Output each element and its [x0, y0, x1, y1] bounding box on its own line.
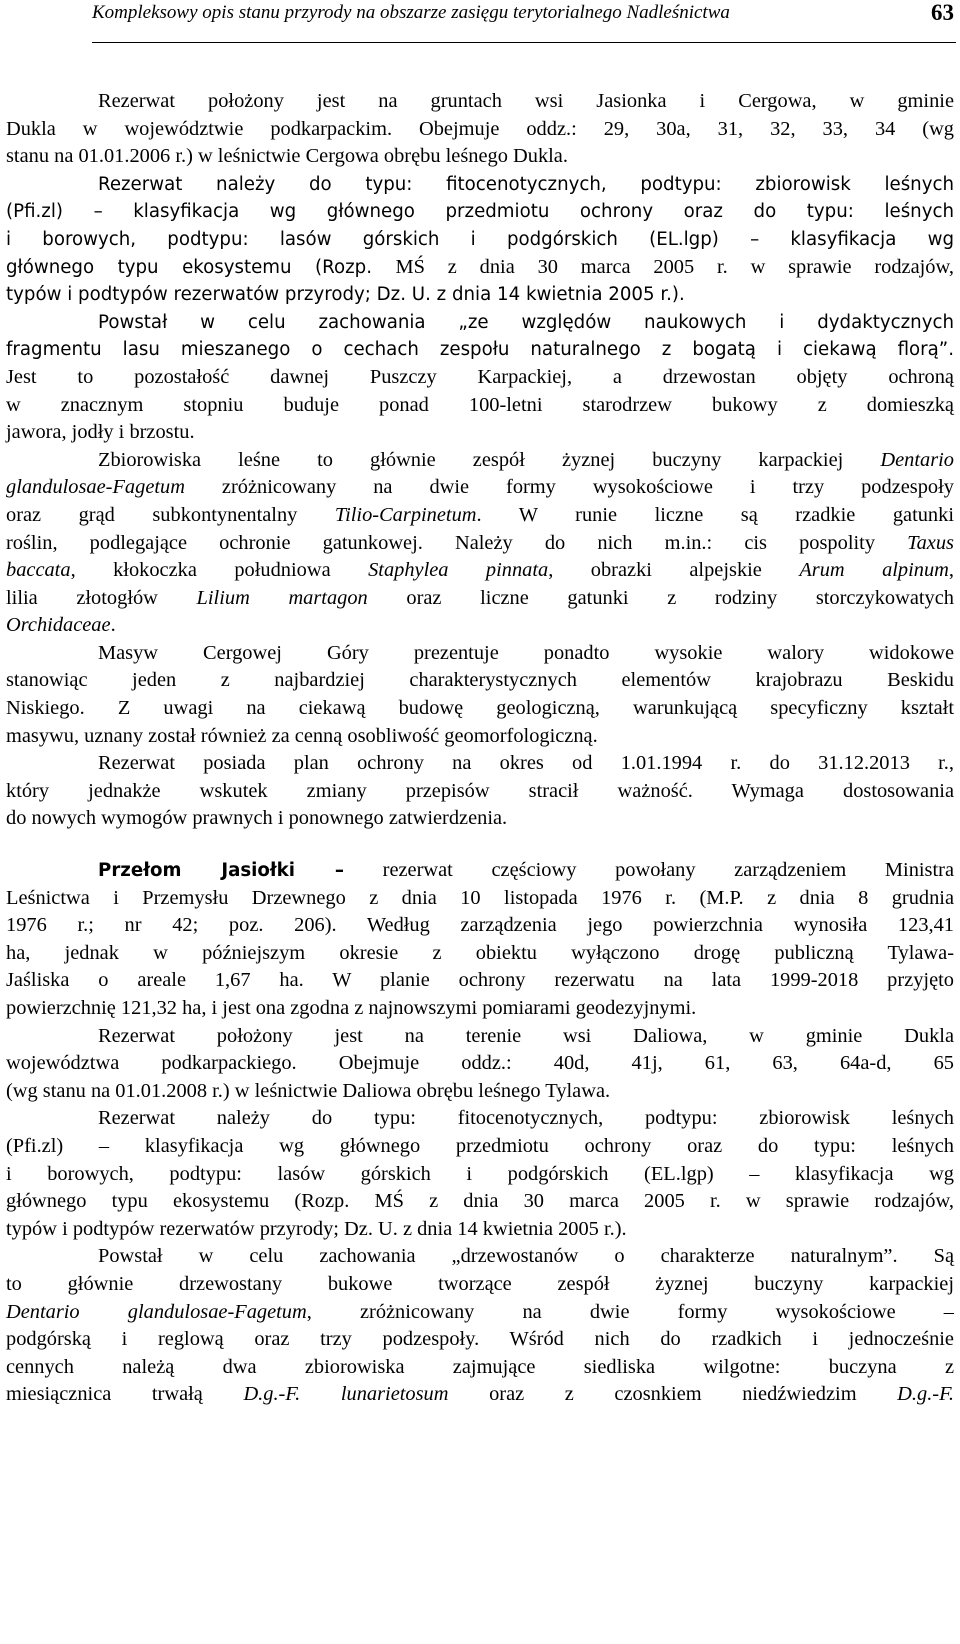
text-line	[6, 1299, 954, 1327]
text-line	[6, 116, 954, 144]
text-line	[6, 857, 954, 885]
text-line	[6, 1078, 954, 1106]
text-run: podgórską i reglową oraz trzy podzespoły. Wśród nich do rzadkich i jednocześnie	[6, 1328, 954, 1351]
text-run: MŚ z dnia 30 marca 2005 r. w sprawie rodzajów,	[395, 255, 954, 278]
text-line	[6, 254, 954, 282]
text-run: Leśnictwa i Przemysłu Drzewnego z dnia 10 listopada 1976 r. (M.P. z dnia 8 grudnia	[6, 886, 954, 909]
text-run: oraz liczne gatunki z rodziny storczykowatych	[367, 586, 954, 609]
text-run: Jaśliska o areale 1,67 ha. W planie ochrony rezerwatu na lata 1999-2018 przyjęto	[6, 969, 954, 992]
text-run: ha, jednak w późniejszym okresie z obiektu wyłączono drogę publiczną Tylawa-	[6, 941, 954, 964]
italic-term: D.g.-F. lunarietosum	[243, 1383, 449, 1406]
text-line	[6, 1050, 954, 1078]
text-line	[6, 1326, 954, 1354]
text-line	[6, 885, 954, 913]
text-run: powierzchnię 121,32 ha, i jest ona zgodna z najnowszymi pomiarami geodezyjnymi.	[6, 997, 697, 1019]
header-title: Kompleksowy opis stanu przyrody na obszarze zasięgu terytorialnego Nadleśnictwa	[92, 2, 730, 23]
text-line	[6, 447, 954, 475]
text-line	[6, 1354, 954, 1382]
text-run: (Pfi.zl) – klasyfikacja wg głównego przedmiotu ochrony oraz do typu: leśnych	[6, 1134, 954, 1157]
text-run: Powstał w celu zachowania „ze względów naukowych i dydaktycznych	[98, 311, 954, 333]
italic-term: Orchidaceae	[6, 614, 111, 637]
text-line	[6, 281, 954, 309]
text-line	[6, 143, 954, 171]
text-line	[6, 309, 954, 337]
text-run: .	[110, 614, 116, 637]
text-line	[6, 557, 954, 585]
text-run: Jest to pozostałość dawnej Puszczy Karpackiej, a drzewostan objęty ochroną	[6, 365, 954, 388]
text-run: , kłokoczka południowa	[70, 559, 369, 582]
text-run: w znacznym stopniu buduje ponad 100-letni starodrzew bukowy z domieszką	[6, 393, 954, 416]
text-line	[6, 419, 954, 447]
text-run: (wg stanu na 01.01.2008 r.) w leśnictwie Daliowa obrębu leśnego Tylawa.	[6, 1079, 611, 1102]
italic-term: Dentario glandulosae-Fagetum	[6, 1300, 307, 1323]
text-line	[6, 995, 954, 1023]
text-run: Rezerwat położony jest na gruntach wsi Jasionka i Cergowa, w gminie	[98, 90, 954, 112]
italic-term: Taxus	[907, 531, 954, 554]
bold-term: Przełom Jasiołki –	[98, 860, 344, 882]
text-run: jawora, jodły i brzostu.	[6, 421, 195, 444]
text-line	[6, 750, 954, 778]
text-run: typów i podtypów rezerwatów przyrody; Dz. U. z dnia 14 kwietnia 2005 r.).	[6, 1217, 627, 1240]
text-run: województwa podkarpackiego. Obejmuje oddz.: 40d, 41j, 61, 63, 64a-d, 65	[6, 1052, 954, 1075]
text-line	[6, 612, 954, 640]
text-line	[6, 967, 954, 995]
text-line	[6, 502, 954, 530]
text-line	[6, 1023, 954, 1051]
text-line	[6, 392, 954, 420]
text-run: stanowiąc jeden z najbardziej charakterystycznych elementów krajobrazu Beskidu	[6, 669, 954, 692]
text-run: oraz grąd subkontynentalny	[6, 503, 335, 526]
text-line	[6, 198, 954, 226]
text-run: Powstał w celu zachowania „drzewostanów o charakterze naturalnym”. Są	[98, 1245, 954, 1268]
text-run: Zbiorowiska leśne to głównie zespół żyznej buczyny karpackiej	[98, 448, 881, 471]
text-run: Rezerwat położony jest na terenie wsi Daliowa, w gminie Dukla	[98, 1024, 954, 1047]
text-run: głównego typu ekosystemu (Rozp. MŚ z dnia 30 marca 2005 r. w sprawie rodzajów,	[6, 1190, 954, 1213]
text-line	[6, 778, 954, 806]
text-run: stanu na 01.01.2006 r.) w leśnictwie Cergowa obrębu leśnego Dukla.	[6, 145, 568, 168]
text-run: masywu, uznany został również za cenną osobliwość geomorfologiczną.	[6, 724, 598, 747]
text-run: Rezerwat posiada plan ochrony na okres od 1.01.1994 r. do 31.12.2013 r.,	[98, 752, 954, 775]
text-run: fragmentu lasu mieszanego o cechach zespołu naturalnego z bogatą i ciekawą florą”.	[6, 339, 954, 361]
text-line	[6, 226, 954, 254]
text-run: który jednakże wskutek zmiany przepisów stracił ważność. Wymaga dostosowania	[6, 779, 954, 802]
text-run: Masyw Cergowej Góry prezentuje ponadto wysokie walory widokowe	[98, 641, 954, 664]
text-run: Niskiego. Z uwagi na ciekawą budowę geologiczną, warunkującą specyficzny kształt	[6, 697, 954, 720]
text-run: to głównie drzewostany bukowe tworzące zespół żyznej buczyny karpackiej	[6, 1272, 954, 1295]
text-line	[6, 530, 954, 558]
text-line	[6, 1381, 954, 1409]
text-run: do nowych wymogów prawnych i ponownego zatwierdzenia.	[6, 807, 508, 830]
text-line	[6, 364, 954, 392]
text-run: głównego typu ekosystemu (Rozp.	[6, 256, 396, 278]
text-line	[6, 474, 954, 502]
text-run: miesiącznica trwałą	[6, 1383, 244, 1406]
text-run: typów i podtypów rezerwatów przyrody; Dz. U. z dnia 14 kwietnia 2005 r.).	[6, 284, 685, 306]
text-run: 1976 r.; nr 42; poz. 206). Według zarządzenia jego powierzchnia wynosiła 123,41	[6, 914, 954, 937]
italic-term: Lilium martagon	[196, 586, 368, 609]
text-line	[6, 695, 954, 723]
page-number: 63	[931, 0, 954, 25]
text-run: rezerwat częściowy powołany zarządzeniem Ministra	[344, 859, 954, 882]
text-line	[6, 88, 954, 116]
italic-term: glandulosae-Fagetum	[6, 476, 185, 499]
text-run: i borowych, podtypu: lasów górskich i podgórskich (EL.lgp) – klasyfikacja wg	[6, 228, 954, 250]
text-run: roślin, podlegające ochronie gatunkowej. Należy do nich m.in.: cis pospolity	[6, 531, 908, 554]
italic-term: D.g.-F.	[897, 1383, 955, 1406]
text-run: Dukla w województwie podkarpackim. Obejmuje oddz.: 29, 30a, 31, 32, 33, 34 (wg	[6, 117, 954, 140]
text-line	[6, 171, 954, 199]
text-line	[6, 723, 954, 751]
text-run: . W runie liczne są rzadkie gatunki	[476, 503, 954, 526]
text-line	[6, 1161, 954, 1189]
text-run: i borowych, podtypu: lasów górskich i podgórskich (EL.lgp) – klasyfikacja wg	[6, 1162, 954, 1185]
text-run: lilia złotogłów	[6, 586, 197, 609]
text-run: , zróżnicowany na dwie formy wysokościowe –	[306, 1300, 955, 1323]
text-line	[6, 1188, 954, 1216]
document-body	[6, 88, 954, 1409]
text-run: zróżnicowany na dwie formy wysokościowe i trzy podzespoły	[184, 476, 954, 499]
text-line	[6, 805, 954, 833]
text-line	[6, 1216, 954, 1244]
page-header	[92, 2, 956, 43]
text-line	[6, 585, 954, 613]
text-line	[6, 667, 954, 695]
text-line	[6, 1133, 954, 1161]
text-line	[6, 1243, 954, 1271]
text-line	[6, 336, 954, 364]
text-line	[6, 1271, 954, 1299]
italic-term: Arum alpinum	[799, 559, 949, 582]
text-run: oraz z czosnkiem niedźwiedzim	[448, 1383, 898, 1406]
text-run: cennych należą dwa zbiorowiska zajmujące siedliska wilgotne: buczyna z	[6, 1355, 954, 1378]
italic-term: Dentario	[880, 448, 954, 471]
text-run: ,	[948, 559, 955, 582]
text-line	[6, 640, 954, 668]
text-run: (Pfi.zl) – klasyfikacja wg głównego przedmiotu ochrony oraz do typu: leśnych	[6, 201, 954, 223]
text-line	[6, 1105, 954, 1133]
text-line	[6, 912, 954, 940]
italic-term: baccata	[6, 559, 71, 582]
text-run: Rezerwat należy do typu: fitocenotycznych, podtypu: zbiorowisk leśnych	[98, 1107, 954, 1130]
section-gap	[6, 833, 954, 857]
text-line	[6, 940, 954, 968]
text-run: Rezerwat należy do typu: fitocenotycznych, podtypu: zbiorowisk leśnych	[98, 173, 954, 195]
italic-term: Staphylea pinnata	[368, 559, 549, 582]
italic-term: Tilio-Carpinetum	[334, 503, 477, 526]
text-run: , obrazki alpejskie	[548, 559, 800, 582]
